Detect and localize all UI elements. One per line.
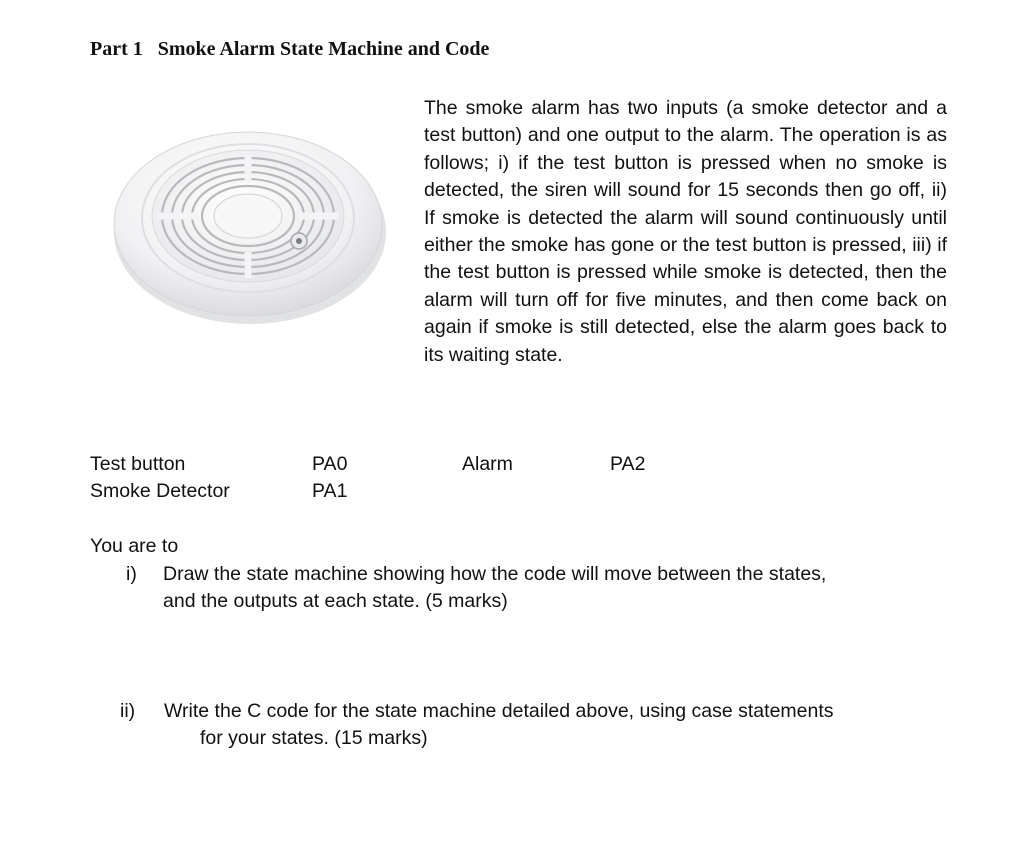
pin-row	[90, 478, 690, 505]
output-pin: PA2	[610, 453, 646, 475]
task-marker: ii)	[120, 700, 136, 722]
input-label: Test button	[90, 453, 186, 475]
task-text-line: and the outputs at each state. (5 marks)	[163, 590, 508, 613]
part-number: Part 1	[90, 38, 143, 60]
task-text-line: Write the C code for the state machine detailed above, using case statements	[164, 700, 834, 722]
task-marker: i)	[126, 563, 137, 585]
task-text-line: for your states. (15 marks)	[200, 727, 428, 750]
section-heading	[90, 36, 489, 62]
task-intro: You are to	[90, 535, 179, 557]
input-pin: PA0	[312, 453, 348, 475]
input-label: Smoke Detector	[90, 480, 230, 503]
smoke-alarm-photo	[110, 110, 390, 330]
input-pin: PA1	[312, 480, 348, 503]
alarm-description: The smoke alarm has two inputs (a smoke detector and a test button) and one output to the alarm. The operation is as follows; i) if the test button is pressed when no smoke is detected, the siren will sound for 15 seconds then go off, ii) If smoke is detected the alarm will sound continuously until either the smoke has gone or the test button is pressed, iii) if the test button is pressed while smoke is detected, then the alarm will turn off for five minutes, and then come back on again if smoke is still detected, else the alarm goes back to its waiting state.	[424, 97, 947, 366]
output-label: Alarm	[462, 453, 513, 475]
pin-assignment-table	[90, 451, 690, 506]
section-title: Smoke Alarm State Machine and Code	[157, 38, 490, 60]
task-text-line: Draw the state machine showing how the code will move between the states,	[163, 563, 827, 585]
pin-row	[90, 451, 690, 478]
